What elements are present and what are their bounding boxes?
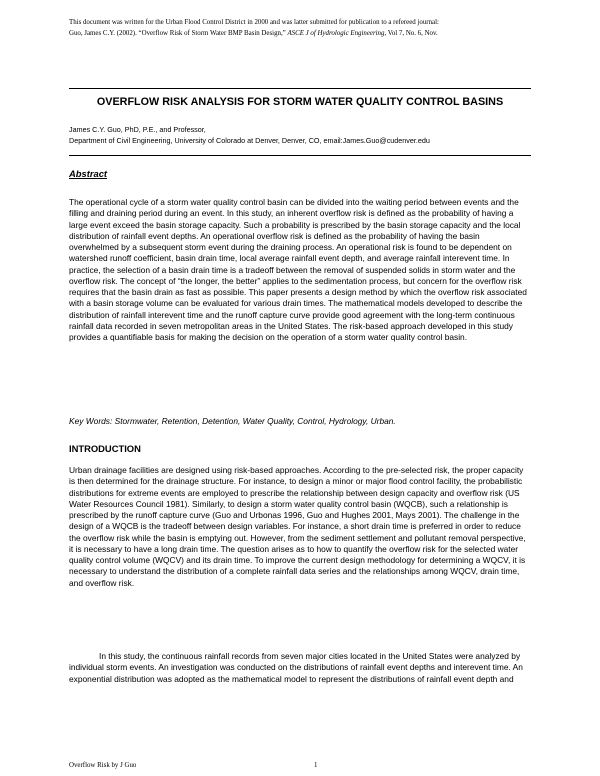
author-affiliation: Department of Civil Engineering, University of Colorado at Denver, Denver, CO, email:James.Guo@cudenver.edu [69, 136, 430, 145]
introduction-paragraph-2: In this study, the continuous rainfall records from seven major cities located in the United States were analyzed by individual storm events. An investigation was conducted on the distributions of rainfall event depths and interevent time. An exponential distribution was adopted as the mathematical model to represent the distributions of rainfall event depth and [69, 651, 523, 684]
citation-prefix: Guo, James C.Y. (2002). “Overflow Risk of Storm Water BMP Basin Design,” [69, 30, 288, 37]
paper-title: OVERFLOW RISK ANALYSIS FOR STORM WATER QUALITY CONTROL BASINS [96, 96, 504, 108]
introduction-paragraph-1: Urban drainage facilities are designed using risk-based approaches. According to the pre-selected risk, the proper capacity is then determined for the drainage structure. For instance, to design a minor or major flood control facility, the probabilistic distributions for extreme events are employed to prescribe the relationship between design capacity and overflow risk (US Water Resources Council 1981). Similarly, to design a storm water quality control basin (WQCB), such a relationship is prescribed by the runoff capture curve (Guo and Urbonas 1996, Guo and Hughes 2001, Mays 2001). The challenge in the design of a WQCB is the tradeoff between design variables. For instance, a short drain time is preferred in order to reduce the overflow risk while the basin is emptying out. However, from the sediment settlement and pollutant removal perspective, it is necessary to have a long drain time. The question arises as to how to quantify the overflow risk for the selected water quality control volume (WQCV) and its drain time. To improve the current design methodology for determining a WQCV, it is necessary to understand the distribution of a complete rainfall data series and the relationships among WQCV, drain time, and overflow risk. [69, 465, 526, 588]
footer-page-number: 1 [314, 762, 318, 769]
citation-suffix: , Vol 7, No. 6, Nov. [384, 30, 438, 37]
author-rule [69, 155, 531, 156]
author-block [69, 124, 539, 146]
publication-note-line2 [69, 28, 539, 39]
abstract-body: The operational cycle of a storm water quality control basin can be divided into the waiting period between events and the filling and draining period during an event. In this study, an inherent overflow risk is defined as the probability of having a large event exceed the basin storage capacity. Such a probability is prescribed by the basin storage capacity and the local distribution of rainfall event depths. An operational overflow risk is defined as the probability of having the basin overwhelmed by a subsequent storm event during the draining process. An operational risk is found to be dependent on watershed runoff coefficient, basin drain time, local average rainfall event depth, and average rainfall interevent time. In practice, the selection of a basin drain time is a tradeoff between the removal of suspended solids in storm water and the overflow risk. The concept of “the longer, the better” applies to the sedimentation process, but concern for the overflow risk requires that the basin drain as fast as possible. This paper presents a design method by which the overflow risk associated with a basin storage volume can be evaluated for various drain times. The mathematical models developed to describe the distribution of rainfall interevent time and the runoff capture curve provide good agreement with the long-term continuous rainfall data recorded in seven metropolitan areas in the United States. The risk-based approach developed in this study provides a quantifiable basis for making the decision on the operation of a storm water quality control basin. [69, 197, 527, 342]
publication-note [69, 17, 539, 39]
keywords: Key Words: Stormwater, Retention, Detention, Water Quality, Control, Hydrology, Urban. [69, 416, 396, 426]
header-rule [69, 88, 531, 89]
footer-running-title: Overflow Risk by J Guo [69, 762, 137, 769]
author-name: James C.Y. Guo, PhD, P.E., and Professor, [69, 125, 206, 134]
journal-name: ASCE J of Hydrologic Engineering [287, 30, 385, 37]
abstract-heading: Abstract [69, 168, 108, 179]
publication-note-line1: This document was written for the Urban Flood Control District in 2000 and was latter submitted for publication to a refereed journal: [69, 19, 439, 26]
introduction-heading: INTRODUCTION [69, 443, 141, 454]
